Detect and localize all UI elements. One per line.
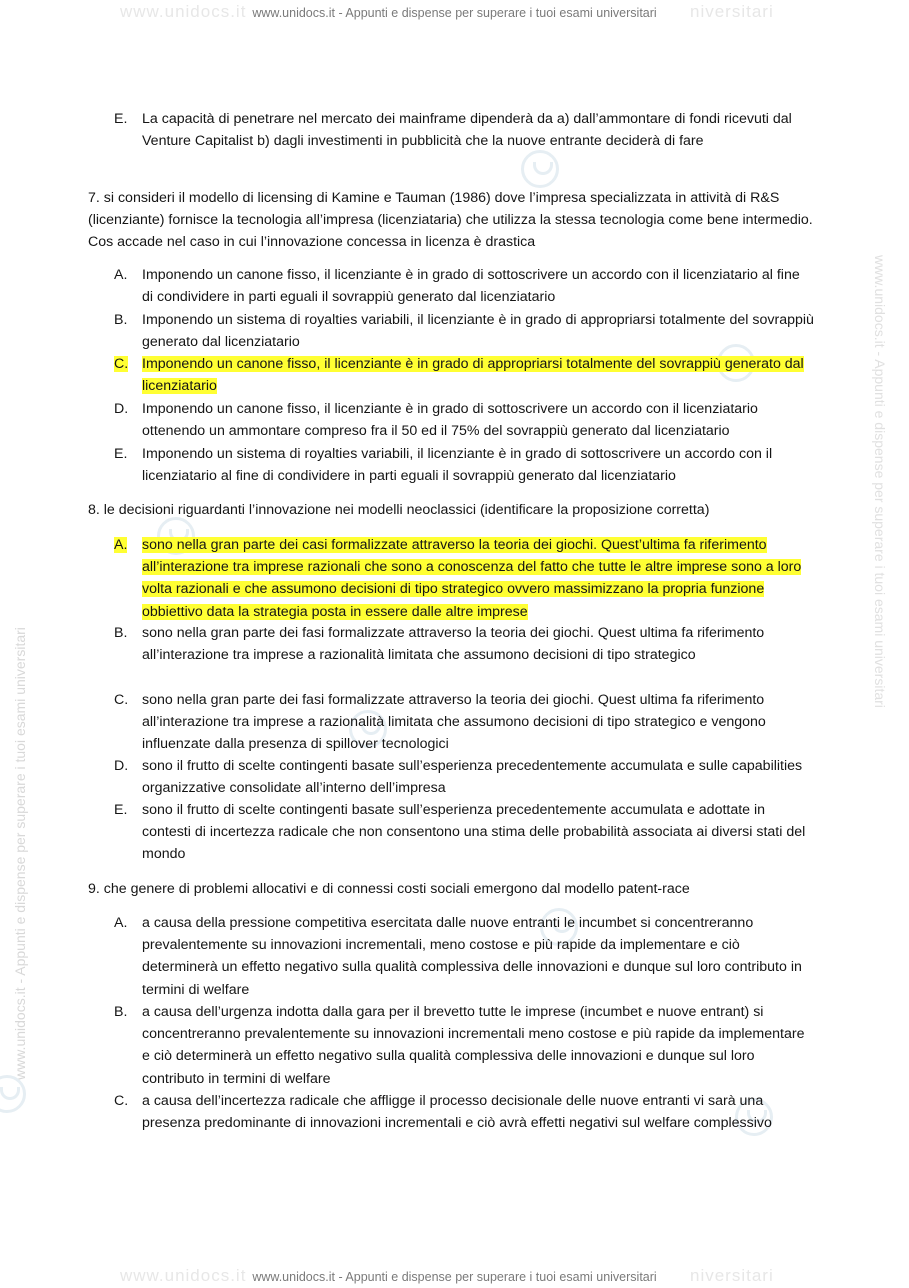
q8-option-e bbox=[114, 799, 814, 866]
q8-option-a-highlighted bbox=[114, 534, 814, 623]
option-text: La capacità di penetrare nel mercato dei mainframe dipenderà da a) dall’ammontare di fondi ricevuti dal Venture Capitalist b) dagli investimenti in pubblicità che la nuove entrante deciderà di fare bbox=[142, 111, 792, 150]
left-side-watermark: www.unidocs.it - Appunti e dispense per superare i tuoi esami universitari bbox=[12, 627, 28, 1080]
option-text: Imponendo un sistema di royalties variabili, il licenziante è in grado di appropriarsi totalmente del sovrappiù generato dal licenziatario bbox=[142, 312, 814, 351]
option-letter bbox=[114, 353, 138, 375]
prev-option-e bbox=[114, 108, 814, 152]
option-letter: A. bbox=[114, 267, 128, 283]
header-ghost-text: www.unidocs.it bbox=[120, 2, 247, 21]
option-letter: B. bbox=[114, 1004, 128, 1020]
option-letter: D. bbox=[114, 401, 129, 417]
option-text: sono nella gran parte dei fasi formalizzate attraverso la teoria dei giochi. Quest ultima fa riferimento all’interazione tra imprese a razionalità limitata che assumono decisioni di tipo strategico e vengono influenzate dalla presenza di spillover tecnologici bbox=[142, 692, 766, 753]
option-letter: C. bbox=[114, 692, 129, 708]
option-letter: E. bbox=[114, 111, 128, 127]
q7-option-a bbox=[114, 264, 814, 308]
option-text: a causa dell’urgenza indotta dalla gara per il brevetto tutte le imprese (incumbet e nuove entrant) si concentreranno prevalentemente su innovazioni incrementali meno costose e più rapide da implementare e ciò determinerà un effetto negativo sulla qualità complessiva delle innovazioni e dunque sul loro contributo in termini di welfare bbox=[142, 1004, 805, 1087]
option-letter: B. bbox=[114, 625, 128, 641]
option-text: Imponendo un canone fisso, il licenziante è in grado di sottoscrivere un accordo con il licenziatario al fine di condividere in parti eguali il sovrappiù generato dal licenziatario bbox=[142, 267, 800, 306]
question-7: 7. si consideri il modello di licensing di Kamine e Tauman (1986) dove l’impresa specializzata in attività di R&S (licenziante) fornisce la tecnologia all’impresa (licenziataria) che utilizza la stessa tecnologia come bene intermedio. Cos accade nel caso in cui l’innovazione concessa in licenza è drastica bbox=[88, 190, 813, 251]
option-text-highlight: sono nella gran parte dei casi formalizzate attraverso la teoria dei giochi. Quest’ultima fa riferimento all’interazione tra imprese razionali che sono a conoscenza del fatto che tutte le altre imprese sono a loro volta razionali e che assumono decisioni di tipo strategico ovvero massimizzano la propria funzione obbiettivo data la strategia posta in essere dalle altre imprese bbox=[142, 537, 802, 620]
question-8: 8. le decisioni riguardanti l’innovazione nei modelli neoclassici (identificare la proposizione corretta) bbox=[88, 502, 710, 518]
footer-watermark-text: www.unidocs.it - Appunti e dispense per superare i tuoi esami universitari bbox=[252, 1270, 657, 1284]
option-text: Imponendo un sistema di royalties variabili, il licenziante è in grado di sottoscrivere un accordo con il licenziatario al fine di condividere in parti eguali il sovrappiù generato dal licenziatario bbox=[142, 446, 773, 485]
q7-option-e bbox=[114, 443, 814, 487]
option-text: sono il frutto di scelte contingenti basate sull’esperienza precedentemente accumulata e adottate in contesti di incertezza radicale che non consentono una stima delle probabilità associata ai diversi stati del mondo bbox=[142, 802, 806, 863]
option-letter: D. bbox=[114, 758, 129, 774]
footer-watermark bbox=[0, 1266, 909, 1288]
q7-option-d bbox=[114, 398, 814, 442]
q9-option-a bbox=[114, 912, 814, 1001]
option-text: sono il frutto di scelte contingenti basate sull’esperienza precedentemente accumulata e sulle capabilities organizzative consolidate all’interno dell’impresa bbox=[142, 758, 803, 797]
option-letter: E. bbox=[114, 446, 128, 462]
option-text: sono nella gran parte dei fasi formalizzate attraverso la teoria dei giochi. Quest ultima fa riferimento all’interazione tra imprese a razionalità limitata che assumono decisioni di tipo strategico bbox=[142, 625, 765, 664]
option-letter-highlight: A. bbox=[114, 537, 128, 553]
option-letter: C. bbox=[114, 1093, 129, 1109]
right-side-watermark: www.unidocs.it - Appunti e dispense per superare i tuoi esami universitari bbox=[872, 255, 888, 708]
option-text: Imponendo un canone fisso, il licenziante è in grado di sottoscrivere un accordo con il licenziatario ottenendo un ammontare compreso fra il 50 ed il 75% del sovrappiù generato dal licenziatario bbox=[142, 401, 758, 440]
option-letter: B. bbox=[114, 312, 128, 328]
footer-ghost-text: www.unidocs.it bbox=[120, 1266, 247, 1285]
footer-ghost-text-right: niversitari bbox=[690, 1266, 774, 1285]
q9-option-b bbox=[114, 1001, 814, 1090]
option-letter: E. bbox=[114, 802, 128, 818]
watermark-logo-icon bbox=[0, 1075, 26, 1113]
q9-option-c bbox=[114, 1090, 814, 1134]
header-watermark-text: www.unidocs.it - Appunti e dispense per superare i tuoi esami universitari bbox=[252, 6, 657, 20]
option-text bbox=[142, 353, 814, 397]
watermark-logo-icon bbox=[521, 150, 559, 188]
q8-option-c bbox=[114, 689, 814, 756]
q8-option-d bbox=[114, 755, 814, 799]
q7-option-c-highlighted bbox=[114, 353, 814, 397]
option-text: a causa dell’incertezza radicale che affligge il processo decisionale delle nuove entranti vi sarà una presenza predominante di innovazioni incrementali e ciò avrà effetti negativi sul welfare complessivo bbox=[142, 1093, 772, 1132]
option-letter: A. bbox=[114, 915, 128, 931]
option-letter-highlight: C. bbox=[114, 356, 129, 372]
q7-option-b bbox=[114, 309, 814, 353]
header-ghost-text-right: niversitari bbox=[690, 2, 774, 21]
question-9: 9. che genere di problemi allocativi e di connessi costi sociali emergono dal modello patent-race bbox=[88, 881, 690, 897]
option-letter bbox=[114, 534, 138, 556]
option-text-highlight: Imponendo un canone fisso, il licenziante è in grado di appropriarsi totalmente del sovrappiù generato dal licenziatario bbox=[142, 356, 804, 395]
option-text: a causa della pressione competitiva esercitata dalle nuove entranti le incumbet si concentreranno prevalentemente su innovazioni incrementali, meno costose e più rapide da implementare e ciò determinerà un effetto negativo sulla qualità complessiva delle innovazioni e dunque sul loro contributo in termini di welfare bbox=[142, 915, 802, 998]
q8-option-b bbox=[114, 622, 814, 666]
option-text bbox=[142, 534, 814, 623]
header-watermark bbox=[0, 2, 909, 24]
